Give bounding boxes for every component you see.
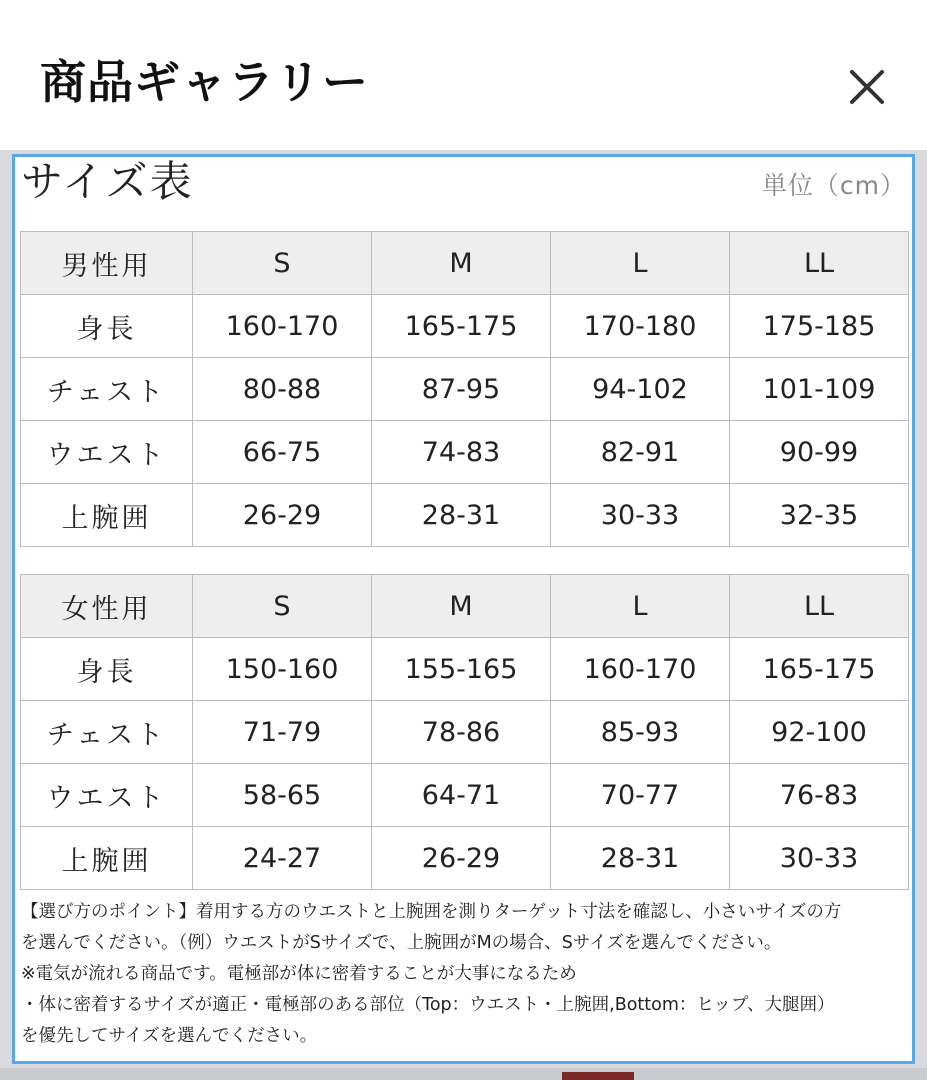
note-line: 【選び方のポイント】着用する方のウエストと上腕囲を測りターゲット寸法を確認し、小さいサイズの方 [21,902,842,922]
note-line: ・体に密着するサイズが適正・電極部のある部位（Top：ウエスト・上腕囲,Bottom：ヒップ、大腿囲） [21,995,835,1015]
table-header-cell: M [372,575,551,638]
table-cell: 101-109 [730,358,909,421]
table-row [21,764,909,827]
table-cell: 155-165 [372,638,551,701]
table-cell: 165-175 [372,295,551,358]
close-icon [838,58,896,116]
table-header-cell: LL [730,575,909,638]
table-cell: 26-29 [372,827,551,890]
table-row [21,638,909,701]
table-cell: 30-33 [730,827,909,890]
table-header-cell: M [372,232,551,295]
table-row [21,827,909,890]
size-selection-notes [21,897,913,1052]
thumbnail-item[interactable] [562,1072,634,1080]
note-line: を優先してサイズを選んでください。 [21,1026,318,1046]
table-cell: 66-75 [193,421,372,484]
table-row [21,701,909,764]
table-cell: 170-180 [551,295,730,358]
table-header-cell: L [551,575,730,638]
table-header-row [21,232,909,295]
table-cell: 94-102 [551,358,730,421]
table-cell: 92-100 [730,701,909,764]
unit-label: 単位（cm） [761,171,906,200]
women-size-table [20,574,909,890]
table-cell: 150-160 [193,638,372,701]
table-row-label: ウエスト [21,764,193,827]
table-row-label: 身長 [21,638,193,701]
table-header-cell: LL [730,232,909,295]
size-chart-heading: サイズ表 [21,157,194,206]
table-cell: 90-99 [730,421,909,484]
table-cell: 160-170 [193,295,372,358]
table-header-row [21,575,909,638]
table-cell: 76-83 [730,764,909,827]
table-cell: 24-27 [193,827,372,890]
table-row-label: 上腕囲 [21,827,193,890]
table-row [21,421,909,484]
table-row-label: 上腕囲 [21,484,193,547]
thumbnail-strip [0,1068,927,1080]
table-cell: 85-93 [551,701,730,764]
table-header-cell: S [193,232,372,295]
table-header-cell: 男性用 [21,232,193,295]
table-row [21,484,909,547]
table-row-label: ウエスト [21,421,193,484]
table-cell: 160-170 [551,638,730,701]
close-button[interactable] [838,58,896,116]
table-row-label: 身長 [21,295,193,358]
table-cell: 71-79 [193,701,372,764]
table-header-cell: S [193,575,372,638]
page-title: 商品ギャラリー [40,55,369,109]
table-cell: 28-31 [372,484,551,547]
gallery-header [0,0,927,150]
gallery-image[interactable] [12,154,915,1064]
table-cell: 87-95 [372,358,551,421]
table-cell: 70-77 [551,764,730,827]
table-cell: 165-175 [730,638,909,701]
table-cell: 30-33 [551,484,730,547]
table-row [21,358,909,421]
note-line: ※電気が流れる商品です。電極部が体に密着することが大事になるため [21,964,577,984]
table-cell: 64-71 [372,764,551,827]
table-row [21,295,909,358]
table-cell: 82-91 [551,421,730,484]
table-cell: 74-83 [372,421,551,484]
table-cell: 175-185 [730,295,909,358]
table-cell: 78-86 [372,701,551,764]
table-cell: 80-88 [193,358,372,421]
table-cell: 32-35 [730,484,909,547]
table-header-cell: 女性用 [21,575,193,638]
table-header-cell: L [551,232,730,295]
table-row-label: チェスト [21,701,193,764]
table-cell: 26-29 [193,484,372,547]
table-cell: 28-31 [551,827,730,890]
men-size-table [20,231,909,547]
table-row-label: チェスト [21,358,193,421]
table-cell: 58-65 [193,764,372,827]
note-line: を選んでください。（例）ウエストがSサイズで、上腕囲がMの場合、Sサイズを選んでください。 [21,933,782,953]
